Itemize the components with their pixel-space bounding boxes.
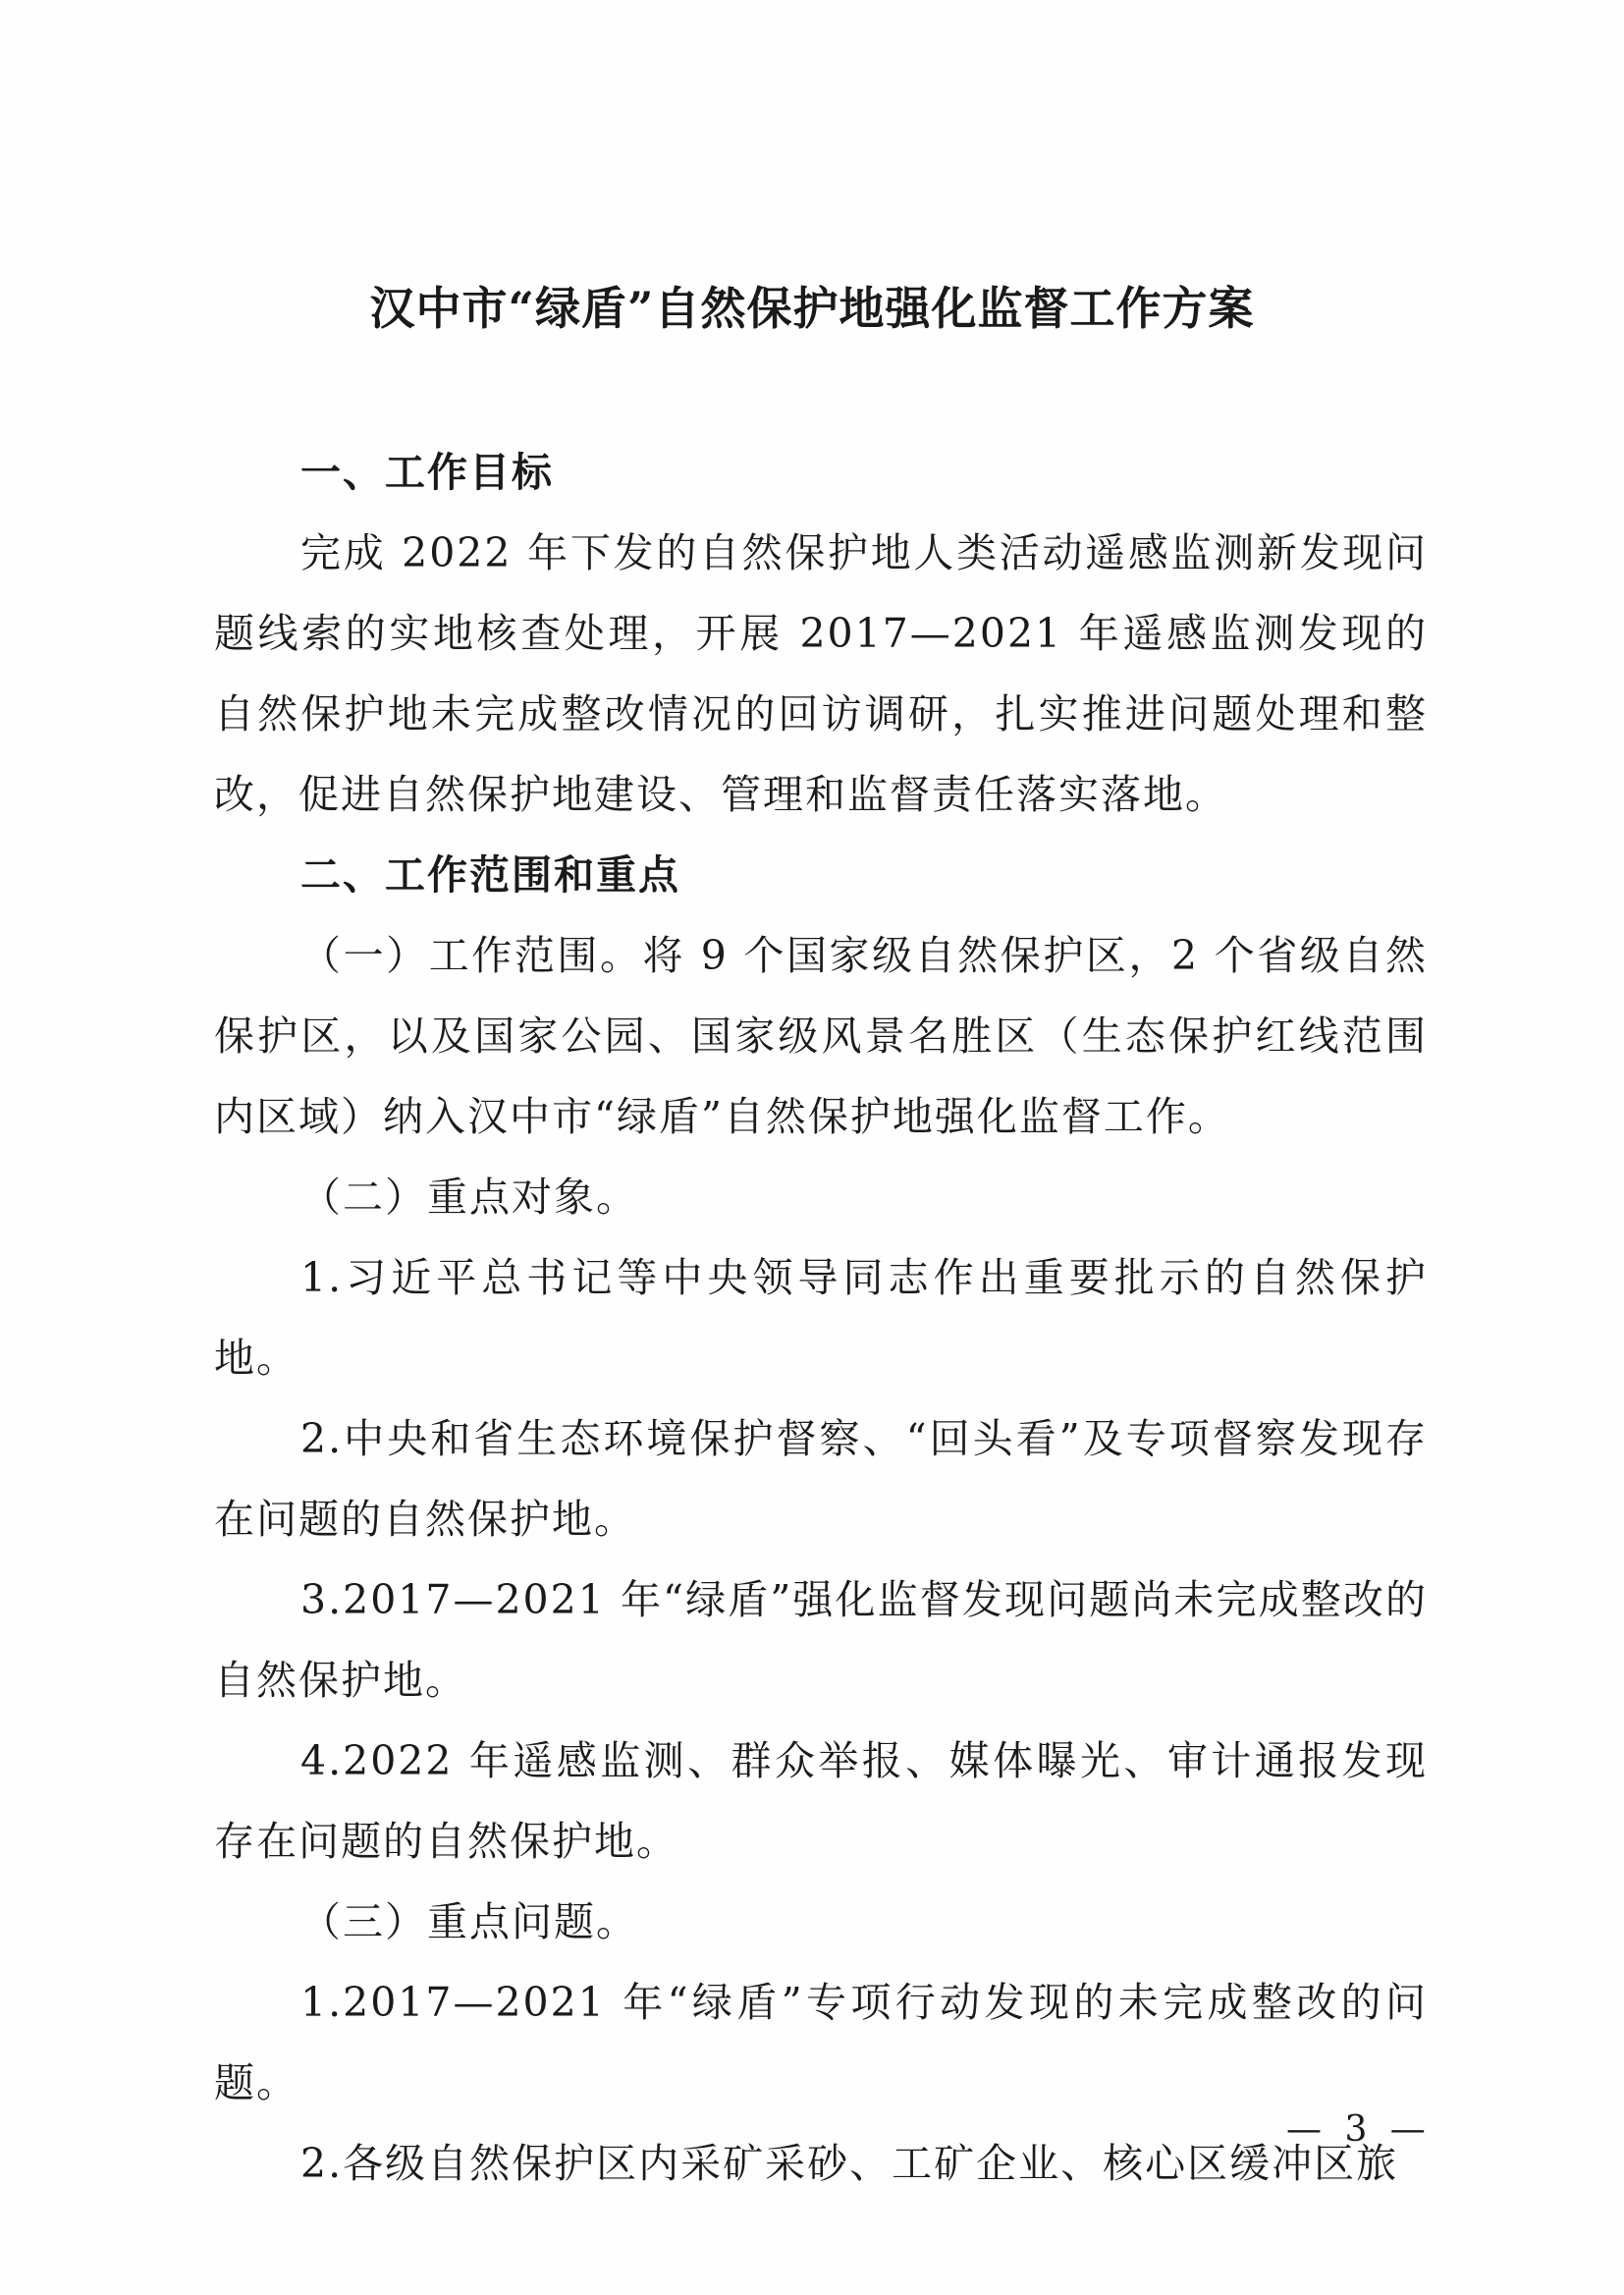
page-number: — 3 — — [1286, 2109, 1432, 2150]
document-body — [214, 432, 1428, 2204]
subheading-issues: （三）重点问题。 — [300, 1898, 638, 1945]
section-heading-1: 一、工作目标 — [300, 449, 554, 496]
target-item-4: 4.2022 年遥感监测、群众举报、媒体曝光、审计通报发现存在问题的自然保护地。 — [214, 1737, 1428, 1865]
section-heading-2: 二、工作范围和重点 — [300, 851, 680, 899]
paragraph-scope: （一）工作范围。将 9 个国家级自然保护区，2 个省级自然保护区，以及国家公园、国家级风景名胜区（生态保护红线范围内区域）纳入汉中市“绿盾”自然保护地强化监督工作。 — [214, 932, 1428, 1140]
issue-item-2: 2.各级自然保护区内采矿采砂、工矿企业、核心区缓冲区旅 — [300, 2140, 1399, 2187]
target-item-1: 1.习近平总书记等中央领导同志作出重要批示的自然保护地。 — [214, 1254, 1428, 1382]
issue-item-1: 1.2017—2021 年“绿盾”专项行动发现的未完成整改的问题。 — [214, 1979, 1428, 2106]
document-title: 汉中市“绿盾”自然保护地强化监督工作方案 — [369, 282, 1255, 335]
subheading-targets: （二）重点对象。 — [300, 1174, 638, 1221]
target-item-3: 3.2017—2021 年“绿盾”强化监督发现问题尚未完成整改的自然保护地。 — [214, 1576, 1428, 1704]
target-item-2: 2.中央和省生态环境保护督察、“回头看”及专项督察发现存在问题的自然保护地。 — [214, 1415, 1428, 1543]
paragraph-goal: 完成 2022 年下发的自然保护地人类活动遥感监测新发现问题线索的实地核查处理，开展 2017—2021 年遥感监测发现的自然保护地未完成整改情况的回访调研，扎实推进问题处理和整改，促进自然保护地建设、管理和监督责任落实落地。 — [214, 529, 1428, 818]
